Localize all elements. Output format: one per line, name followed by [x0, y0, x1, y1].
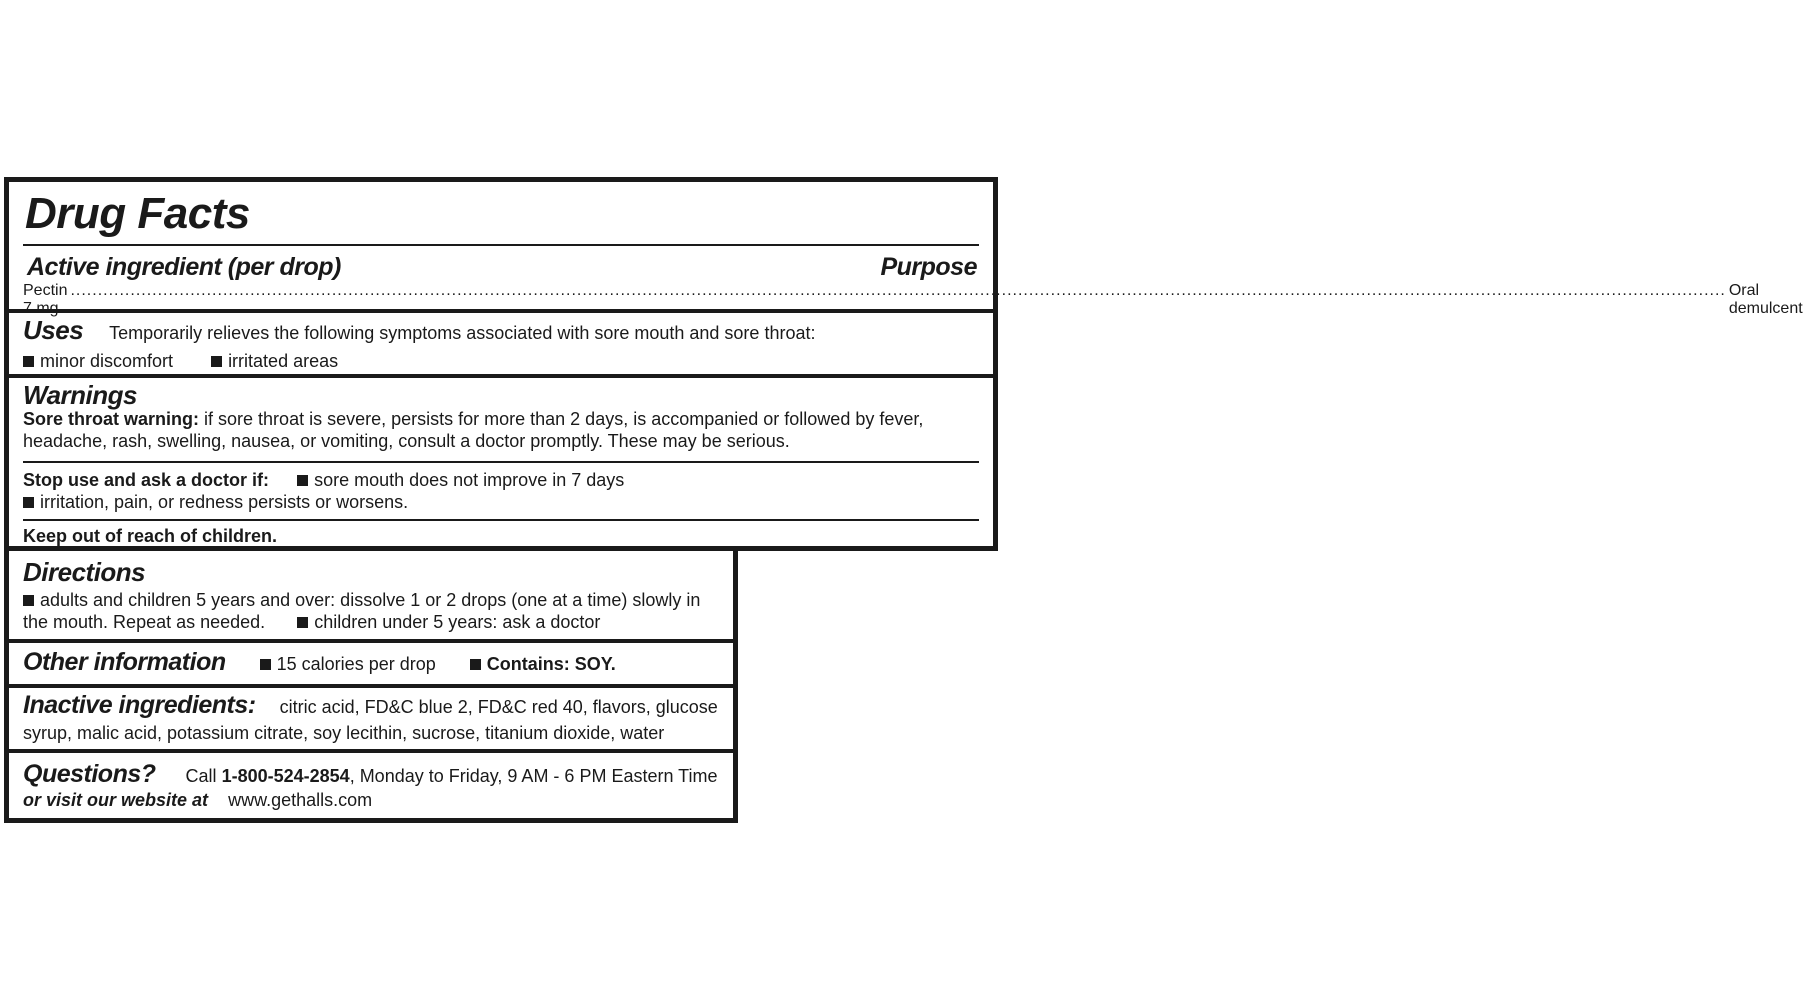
title-divider: [23, 244, 979, 246]
uses-section: [9, 309, 993, 379]
drug-facts-bottom-panel: [4, 546, 738, 823]
warnings-section: [9, 374, 993, 546]
directions-line1: [23, 589, 700, 611]
keep-out-of-reach: Keep out of reach of children.: [23, 526, 278, 546]
active-ingredient-heading: Active ingredient (per drop): [27, 253, 341, 281]
directions-section: [9, 551, 733, 639]
stop-use-line1: [23, 469, 624, 491]
other-information-line: [23, 648, 616, 676]
hours-text: , Monday to Friday, 9 AM - 6 PM Eastern Time: [349, 766, 718, 786]
website-link[interactable]: www.gethalls.com: [228, 790, 373, 810]
stop-use-line2: [23, 491, 408, 513]
questions-heading: Questions?: [23, 760, 156, 788]
inactive-ingredients-heading: Inactive ingredients:: [23, 691, 256, 719]
inactive-text-2: syrup, malic acid, potassium citrate, soy lecithin, sucrose, titanium dioxide, water: [23, 723, 665, 743]
sore-throat-text-1: if sore throat is severe, persists for more than 2 days, is accompanied or followed by fever,: [204, 409, 924, 429]
purpose-heading: Purpose: [880, 253, 977, 281]
bullet-icon: [211, 356, 222, 367]
uses-text: Temporarily relieves the following symptoms associated with sore mouth and sore throat:: [109, 323, 816, 343]
drug-facts-title: Drug Facts: [25, 189, 250, 238]
uses-line2: [23, 350, 338, 372]
questions-line2: [23, 789, 372, 811]
other-item-1: 15 calories per drop: [276, 654, 436, 674]
warnings-heading: Warnings: [23, 380, 137, 410]
purpose-value: Oral demulcent: [1728, 282, 1803, 317]
inactive-line1: [23, 691, 718, 719]
directions-heading: Directions: [23, 557, 146, 587]
stop-use-item-2: irritation, pain, or redness persists or worsens.: [40, 492, 409, 512]
call-label: Call: [185, 766, 217, 786]
sore-throat-text-2: headache, rash, swelling, nausea, or vomiting, consult a doctor promptly. These may be serious.: [23, 431, 790, 451]
inactive-text-1: citric acid, FD&C blue 2, FD&C red 40, flavors, glucose: [279, 697, 718, 717]
directions-text-2: the mouth. Repeat as needed.: [23, 612, 266, 632]
questions-line1: [23, 760, 718, 788]
directions-line2: [23, 611, 600, 633]
uses-item-2: irritated areas: [228, 351, 339, 371]
bullet-icon: [470, 659, 481, 670]
directions-item-2: children under 5 years: ask a doctor: [314, 612, 601, 632]
visit-website-label: or visit our website at: [23, 790, 209, 810]
other-information-heading: Other information: [23, 648, 226, 676]
other-item-2: Contains: SOY.: [486, 654, 616, 674]
questions-section: [9, 749, 733, 819]
bullet-icon: [297, 617, 308, 628]
uses-item-1: minor discomfort: [40, 351, 174, 371]
active-ingredient-value: Pectin 7 mg: [23, 282, 68, 317]
drug-facts-top-panel: [4, 177, 1803, 551]
sore-throat-label: Sore throat warning:: [23, 409, 200, 429]
other-information-section: [9, 639, 733, 684]
dot-leader: ................................................................................................................................................................................................................................................................................................................: [70, 282, 1726, 299]
warnings-divider-1: [23, 461, 979, 463]
inactive-ingredients-section: [9, 684, 733, 749]
sore-throat-warning-line1: [23, 408, 923, 430]
stop-use-label: Stop use and ask a doctor if:: [23, 470, 270, 490]
bullet-icon: [23, 595, 34, 606]
bullet-icon: [23, 356, 34, 367]
bullet-icon: [260, 659, 271, 670]
bullet-icon: [23, 497, 34, 508]
bullet-icon: [297, 475, 308, 486]
uses-line1: [23, 315, 816, 345]
stop-use-item-1: sore mouth does not improve in 7 days: [314, 470, 625, 490]
phone-number[interactable]: 1-800-524-2854: [221, 766, 350, 786]
uses-heading: Uses: [23, 315, 84, 345]
directions-text-1: adults and children 5 years and over: dissolve 1 or 2 drops (one at a time) slowly in: [40, 590, 701, 610]
warnings-divider-2: [23, 519, 979, 521]
